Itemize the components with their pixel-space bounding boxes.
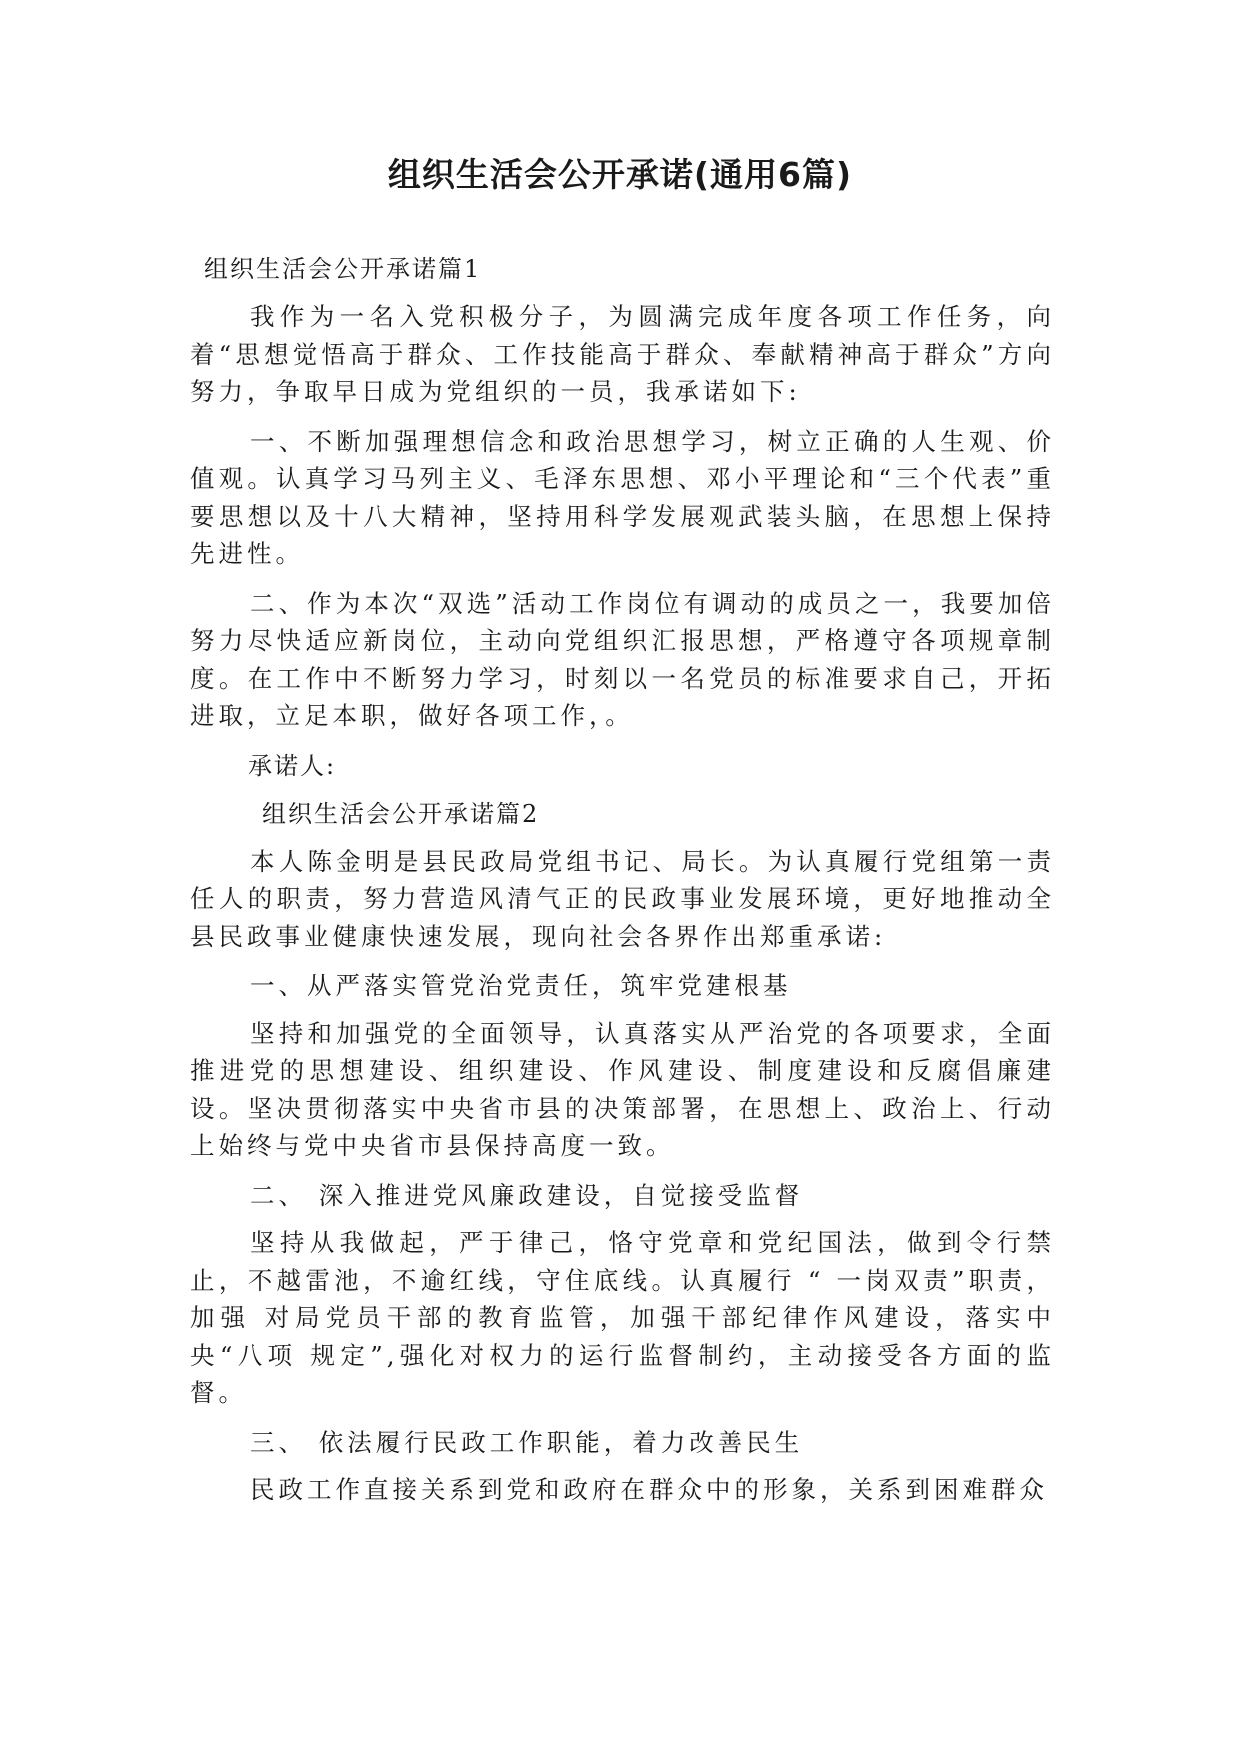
section-2-paragraph-2: 坚持和加强党的全面领导，认真落实从严治党的各项要求，全面推进党的思想建设、组织建设、作风建设、制度建设和反腐倡廉建设。坚决贯彻落实中央省市县的决策部署，在思想上、政治上、行动上始终与党中央省市县保持高度一致。 [190, 1018, 1055, 1160]
section-2-paragraph-1: 本人陈金明是县民政局党组书记、局长。为认真履行党组第一责任人的职责，努力营造风清气正的民政事业发展环境，更好地推动全县民政事业健康快速发展，现向社会各界作出郑重承诺: [190, 846, 1055, 951]
document-title: 组织生活会公开承诺(通用6篇) [387, 155, 853, 194]
section-2-heading: 组织生活会公开承诺篇2 [262, 799, 540, 828]
section-1-paragraph-3: 二、作为本次“双选”活动工作岗位有调动的成员之一，我要加倍努力尽快适应新岗位，主动向党组织汇报思想，严格遵守各项规章制度。在工作中不断努力学习，时刻以一名党员的标准要求自己，开拓进取，立足本职，做好各项工作，。 [190, 588, 1055, 730]
section-1-signature: 承诺人: [248, 751, 337, 780]
section-2-subheading-2: 二、 深入推进党风廉政建设，自觉接受监督 [250, 1180, 804, 1210]
section-2-paragraph-3: 坚持从我做起，严于律己，恪守党章和党纪国法，做到令行禁止，不越雷池，不逾红线，守住底线。认真履行 “ 一岗双责”职责，加强 对局党员干部的教育监管，加强干部纪律作风建设，落实中央“八项 规定”,强化对权力的运行监督制约，主动接受各方面的监督。 [190, 1228, 1055, 1407]
section-1-paragraph-1: 我作为一名入党积极分子，为圆满完成年度各项工作任务，向着“思想觉悟高于群众、工作技能高于群众、奉献精神高于群众”方向努力，争取早日成为党组织的一员，我承诺如下: [190, 302, 1055, 406]
document-body [190, 250, 1055, 1521]
section-2-paragraph-4: 民政工作直接关系到党和政府在群众中的形象，关系到困难群众 [250, 1475, 1048, 1504]
section-1-heading: 组织生活会公开承诺篇1 [204, 255, 482, 283]
section-2-subheading-3: 三、 依法履行民政工作职能，着力改善民生 [250, 1427, 804, 1457]
section-2-subheading-1: 一、从严落实管党治党责任，筑牢党建根基 [250, 971, 792, 1000]
section-1-paragraph-2: 一、不断加强理想信念和政治思想学习，树立正确的人生观、价值观。认真学习马列主义、毛泽东思想、邓小平理论和“三个代表”重要思想以及十八大精神，坚持用科学发展观武装头脑，在思想上保持先进性。 [190, 426, 1055, 568]
